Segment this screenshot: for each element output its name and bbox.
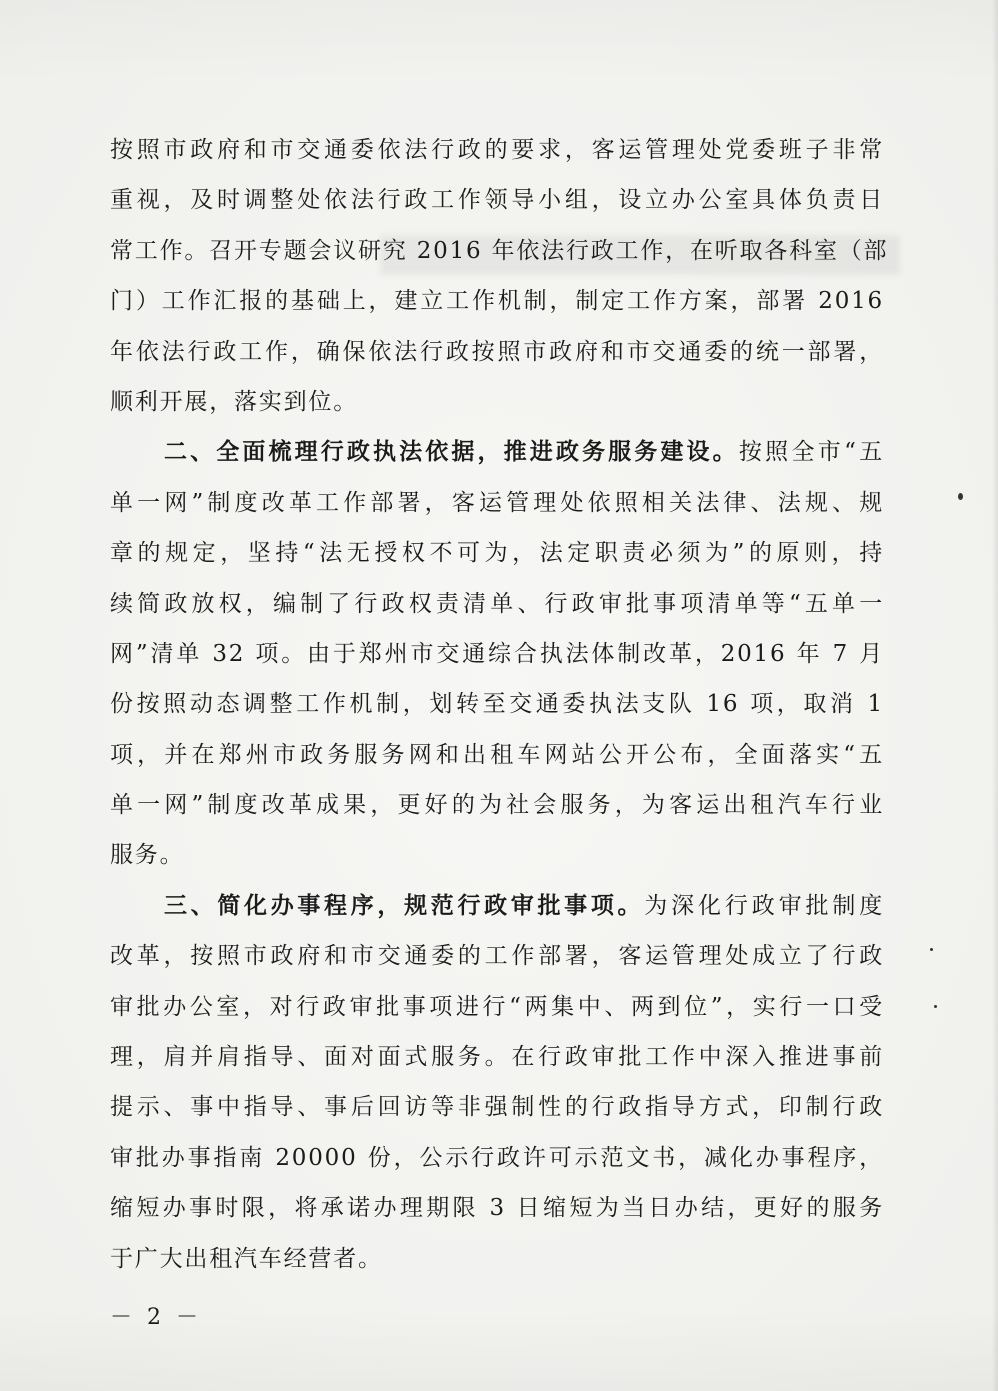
scan-speck	[958, 493, 963, 500]
heading-continuation: 按照全市“五	[738, 439, 885, 466]
text-line: 章的规定，坚持“法无授权不可为，法定职责必须为”的原则，持	[110, 540, 884, 567]
scan-speck	[930, 948, 933, 951]
section-heading: 二、全面梳理行政执法依据，推进政务服务建设。	[164, 439, 739, 466]
text-line: 缩短办事时限，将承诺办理期限 3 日缩短为当日办结，更好的服务	[110, 1195, 884, 1222]
text-line: 单一网”制度改革成果，更好的为社会服务，为客运出租汽车行业	[110, 792, 884, 819]
paragraph-3	[110, 881, 884, 1284]
scan-edge-shadow	[992, 0, 998, 1391]
paragraph-2	[110, 427, 884, 881]
text-line: 年依法行政工作，确保依法行政按照市政府和市交通委的统一部署，	[110, 338, 884, 365]
text-line: 服务。	[110, 842, 185, 869]
paragraph-first-line	[110, 881, 884, 931]
text-line: 审批办公室，对行政审批事项进行“两集中、两到位”，实行一口受	[110, 993, 884, 1020]
text-line: 提示、事中指导、事后回访等非强制性的行政指导方式，印制行政	[110, 1094, 884, 1121]
text-line: 项，并在郑州市政务服务网和出租车网站公开公布，全面落实“五	[110, 741, 884, 768]
section-heading: 三、简化办事程序，规范行政审批事项。	[164, 892, 645, 919]
text-line: 理，肩并肩指导、面对面式服务。在行政审批工作中深入推进事前	[110, 1044, 884, 1071]
text-line: 重视，及时调整处依法行政工作领导小组，设立办公室具体负责日	[110, 187, 884, 214]
text-line: 续简政放权，编制了行政权责清单、行政审批事项清单等“五单一	[110, 590, 884, 617]
heading-continuation: 为深化行政审批制度	[644, 892, 884, 919]
text-line: 审批办事指南 20000 份，公示行政许可示范文书，减化办事程序，	[110, 1144, 884, 1171]
text-line: 顺利开展，落实到位。	[110, 388, 358, 415]
document-body	[110, 125, 889, 1284]
scan-speck	[934, 1005, 937, 1008]
text-line: 常工作。召开专题会议研究 2016 年依法行政工作，在听取各科室（部	[110, 237, 889, 264]
text-line: 份按照动态调整工作机制，划转至交通委执法支队 16 项，取消 1	[110, 691, 884, 718]
text-line: 门）工作汇报的基础上，建立工作机制，制定工作方案，部署 2016	[110, 288, 884, 315]
text-line: 单一网”制度改革工作部署，客运管理处依照相关法律、法规、规	[110, 489, 884, 516]
text-line: 按照市政府和市交通委依法行政的要求，客运管理处党委班子非常	[110, 137, 884, 163]
text-line: 于广大出租汽车经营者。	[110, 1245, 383, 1272]
text-line: 网”清单 32 项。由于郑州市交通综合执法体制改革，2016 年 7 月	[110, 640, 884, 667]
paragraph-1	[110, 125, 889, 427]
text-line: 改革，按照市政府和市交通委的工作部署，客运管理处成立了行政	[110, 943, 884, 970]
paragraph-first-line	[110, 427, 884, 477]
page-number: － 2 －	[110, 1305, 202, 1330]
